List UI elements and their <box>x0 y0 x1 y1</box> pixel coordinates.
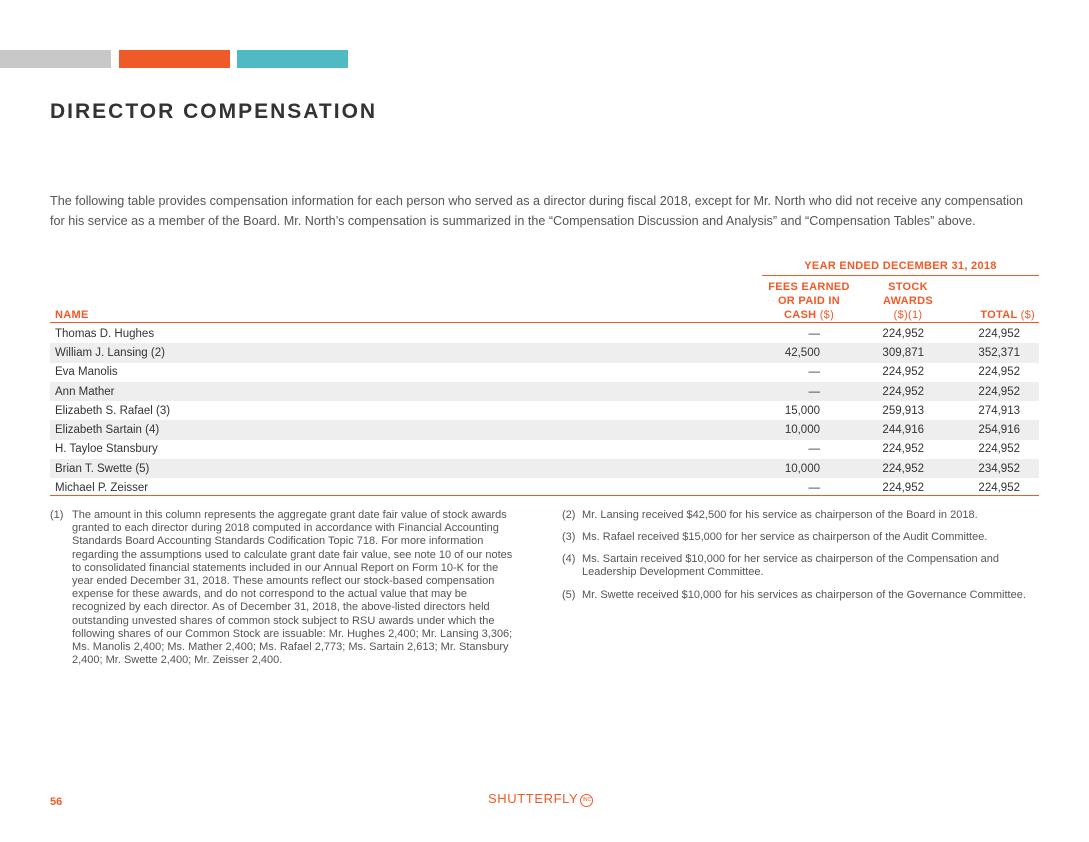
footnote-4 <box>562 553 1037 579</box>
total-cell: 352,371 <box>934 343 1039 362</box>
footnote-text: Ms. Sartain received $10,000 for her service as chairperson of the Compensation and Leadership Development Committee. <box>582 553 1000 579</box>
total-cell: 224,952 <box>978 482 1020 495</box>
stock-awards-cell: 224,952 <box>882 482 924 495</box>
director-name: William J. Lansing (2) <box>50 343 740 362</box>
compensation-table <box>50 324 1039 498</box>
director-name: Ann Mather <box>50 382 740 401</box>
footnote-2 <box>562 509 1037 522</box>
director-name: Thomas D. Hughes <box>55 327 155 340</box>
table-row <box>50 343 1039 362</box>
footnote-text: Ms. Rafael received $15,000 for her service as chairperson of the Audit Committee. <box>582 531 988 543</box>
column-header-fees-label: CASH <box>783 309 817 321</box>
column-header-fees-line2: OR PAID IN <box>777 295 841 307</box>
fees-cell: — <box>808 366 820 379</box>
table-row <box>50 363 1039 382</box>
stock-awards-cell: 224,952 <box>830 382 934 401</box>
stock-awards-cell: 224,952 <box>882 366 924 379</box>
director-name: Brian T. Swette (5) <box>50 459 740 478</box>
table-row <box>50 440 1039 459</box>
footnote-text: Mr. Lansing received $42,500 for his service as chairperson of the Board in 2018. <box>582 509 978 521</box>
footnote-number: (4) <box>562 553 576 565</box>
header-bar-gray <box>0 50 111 68</box>
header-bar-teal <box>237 50 348 68</box>
stock-awards-cell: 244,916 <box>830 420 934 439</box>
stock-awards-cell: 224,952 <box>830 459 934 478</box>
header-rule <box>50 322 1039 323</box>
fees-cell: 10,000 <box>740 420 830 439</box>
director-name: Elizabeth Sartain (4) <box>50 420 740 439</box>
footnote-5 <box>562 589 1037 602</box>
fees-cell: — <box>740 382 830 401</box>
total-cell: 274,913 <box>978 404 1020 417</box>
column-header-total <box>955 308 1035 322</box>
table-row <box>50 459 1039 478</box>
stock-awards-cell: 224,952 <box>882 327 924 340</box>
footnote-1 <box>50 509 520 667</box>
director-name: Michael P. Zeisser <box>55 482 149 495</box>
footnote-text: Mr. Swette received $10,000 for his services as chairperson of the Governance Committee. <box>582 589 1026 601</box>
column-header-name: NAME <box>55 309 89 321</box>
total-cell: 224,952 <box>978 443 1020 456</box>
fees-cell: 42,500 <box>740 343 830 362</box>
total-cell: 254,916 <box>934 420 1039 439</box>
table-period-header: YEAR ENDED DECEMBER 31, 2018 <box>762 260 1039 276</box>
footnote-number: (5) <box>562 589 576 601</box>
shutterfly-logo <box>488 791 593 807</box>
column-header-stock-unit: ($)(1) <box>893 309 923 321</box>
director-name: Elizabeth S. Rafael (3) <box>55 404 171 417</box>
stock-awards-cell: 309,871 <box>830 343 934 362</box>
logo-text: SHUTTERFLY <box>488 791 579 806</box>
column-header-fees-line3 <box>762 308 856 322</box>
table-row <box>50 420 1039 439</box>
column-header-total-unit: ($) <box>1020 309 1035 321</box>
footnote-text: The amount in this column represents the aggregate grant date fair value of stock awards granted to each director during 2018 computed in accordance with Financial Accounting Standards Board Accounting Standards Codification Topic 718. For more information regarding the assumptions used to calculate grant date fair value, see note 10 of our notes to consolidated financial statements included in our Annual Report on Form 10-K for the year ended December 31, 2018. These amounts reflect our stock-based compensation expense for these awards, and do not correspond to the actual value that may be recognized by each director. As of December 31, 2018, the above-listed directors held outstanding unvested shares of common stock subject to RSU awards under which the following shares of our Common Stock are issuable: Mr. Hughes 2,400; Mr. Lansing 3,306; Ms. Manolis 2,400; Ms. Mather 2,400; Ms. Rafael 2,773; Ms. Sartain 2,613; Mr. Stansbury 2,400; Mr. Swette 2,400; Mr. Zeisser 2,400. <box>72 509 513 667</box>
footnote-number: (1) <box>50 509 64 521</box>
column-header-fees-line1: FEES EARNED <box>768 281 850 293</box>
total-cell: 234,952 <box>934 459 1039 478</box>
intro-paragraph: The following table provides compensation information for each person who served as a director during fiscal 2018, except for Mr. North who did not receive any compensation for his service as a member of the Board. Mr. North’s compensation is summarized in the “Compensation Discussion and Analysis” and “Compensation Tables” above. <box>50 194 1024 228</box>
table-row <box>50 401 1039 420</box>
fees-cell: 15,000 <box>784 404 820 417</box>
column-header-fees-unit: ($) <box>819 309 835 321</box>
column-header-stock <box>862 280 954 322</box>
director-name: Eva Manolis <box>55 366 118 379</box>
logo-inc-badge: INC <box>580 794 593 807</box>
header-bar-orange <box>119 50 230 68</box>
table-row <box>50 382 1039 401</box>
fees-cell: 10,000 <box>740 459 830 478</box>
footnote-number: (2) <box>562 509 576 521</box>
column-header-fees <box>762 280 856 322</box>
total-cell: 224,952 <box>978 366 1020 379</box>
table-end-rule <box>50 495 1039 496</box>
column-header-stock-line1: STOCK <box>888 281 928 293</box>
director-name: H. Tayloe Stansbury <box>55 443 158 456</box>
fees-cell: — <box>808 443 820 456</box>
footnote-3 <box>562 531 1037 544</box>
page-number: 56 <box>50 796 63 808</box>
total-cell: 224,952 <box>934 382 1039 401</box>
column-header-stock-line2: AWARDS <box>882 295 934 307</box>
stock-awards-cell: 224,952 <box>882 443 924 456</box>
column-header-total-label: TOTAL <box>980 309 1018 321</box>
page-title: DIRECTOR COMPENSATION <box>50 100 378 123</box>
stock-awards-cell: 259,913 <box>882 404 924 417</box>
fees-cell: — <box>808 482 820 495</box>
total-cell: 224,952 <box>978 327 1020 340</box>
footnote-number: (3) <box>562 531 576 543</box>
fees-cell: — <box>808 327 820 340</box>
table-row <box>50 324 1039 343</box>
